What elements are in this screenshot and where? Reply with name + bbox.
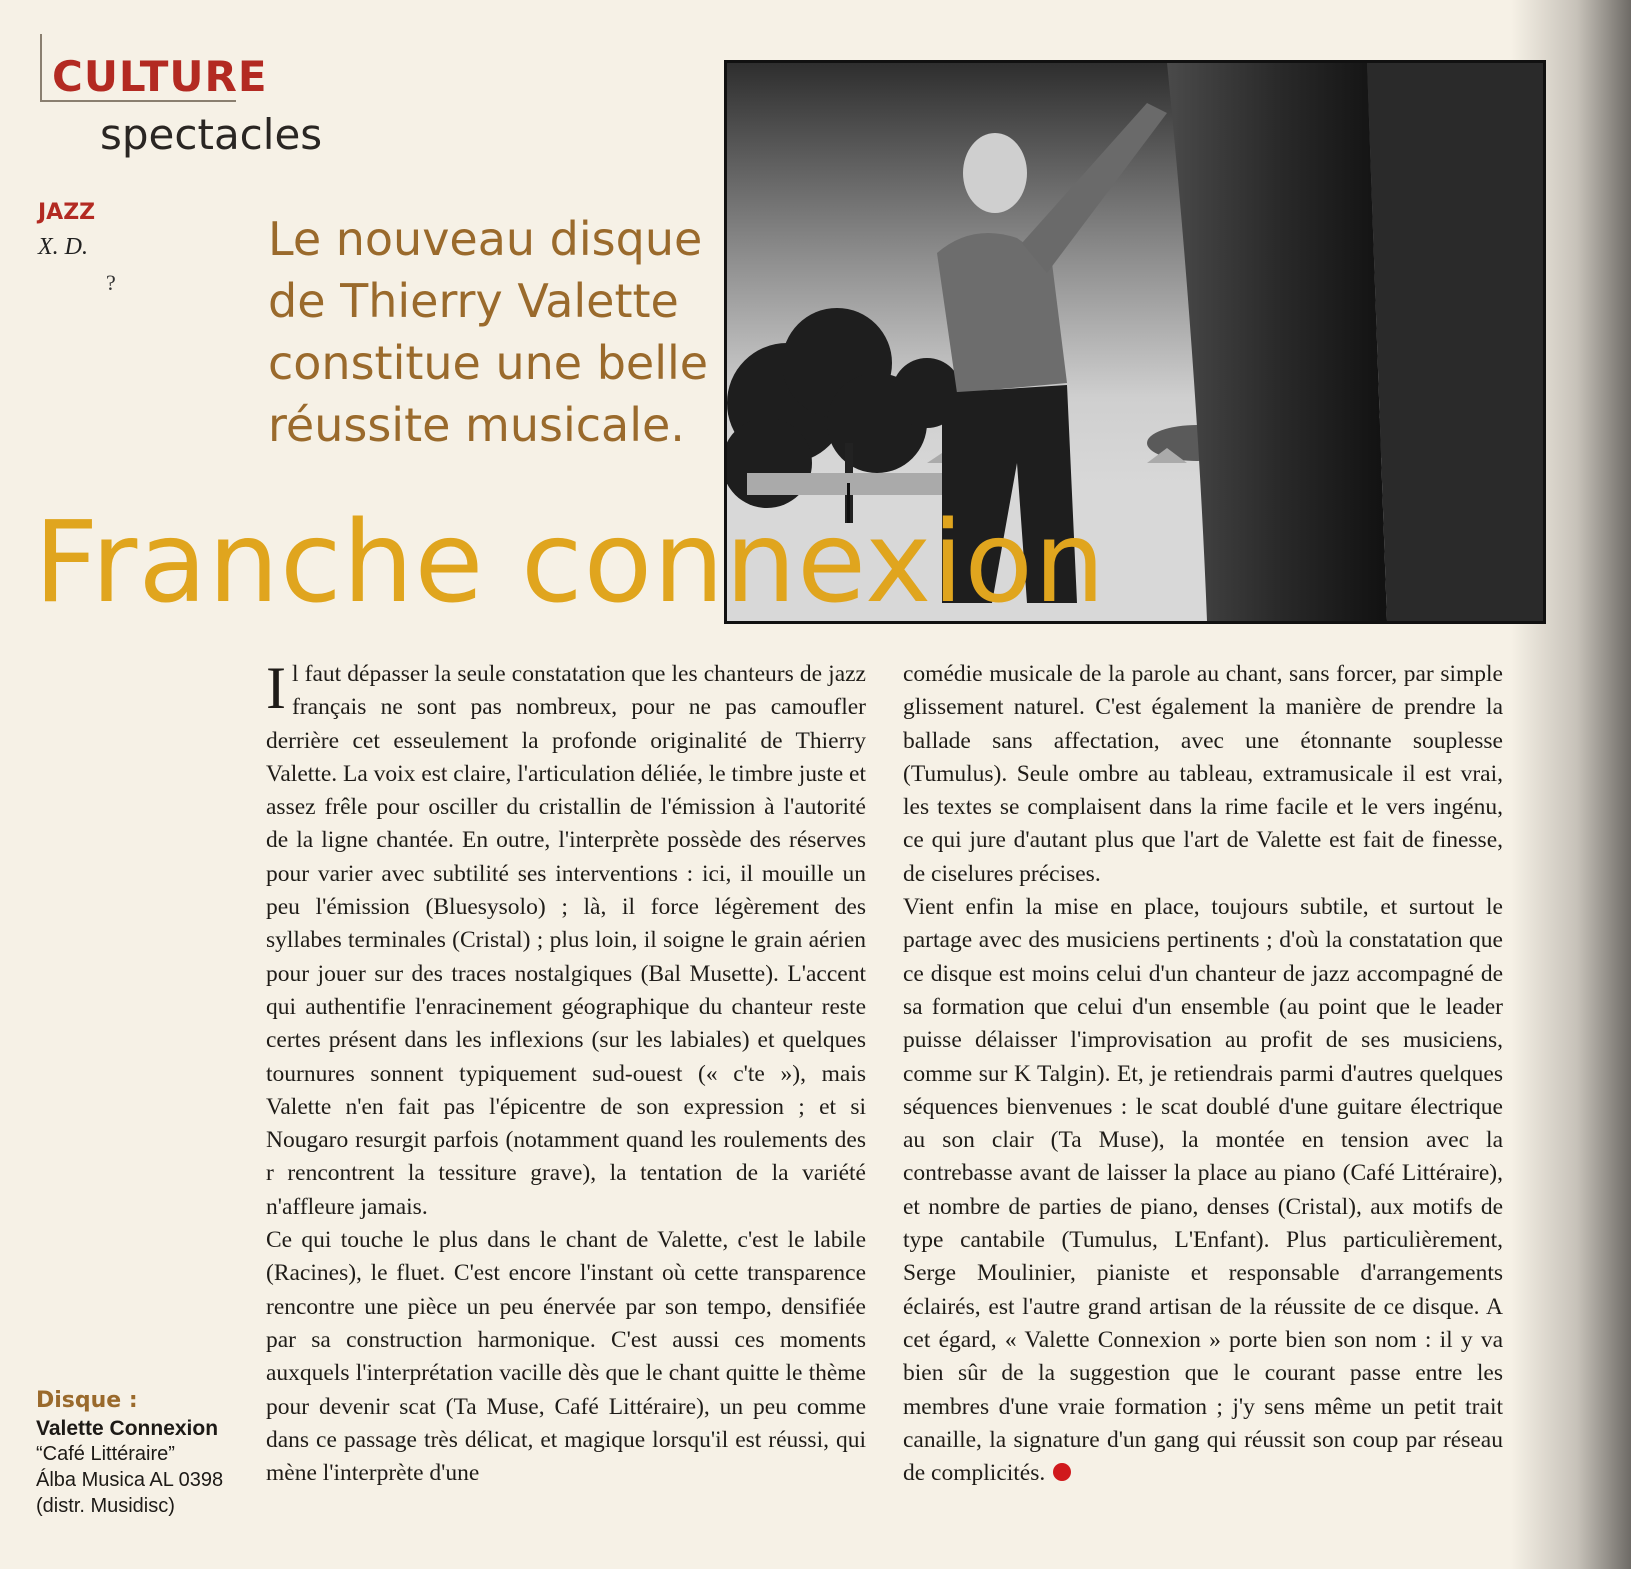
article-column-right — [903, 658, 1503, 1490]
paragraph-text: Vient enfin la mise en place, toujours subtile, et surtout le partage avec des musiciens pertinents ; d'où la constatation que ce disque est moins celui d'un chanteur de jazz accompagné de sa formation que celui d'un ensemble (au point que le leader puisse délaisser l'improvisation au profit de ses musiciens, comme sur K Talgin). Et, je retiendrais parmi d'autres quelques séquences bienvenues : le scat doublé d'une guitare électrique au son clair (Ta Muse), la montée en tension avec la contrebasse avant de laisser la place au piano (Café Littéraire), et nombre de parties de piano, denses (Cristal), aux motifs de type cantabile (Tumulus, L'Enfant). Plus particulièrement, Serge Moulinier, pianiste et responsable d'arrangements éclairés, est l'autre grand artisan de la réussite de ce disque. A cet égard, « Valette Connexion » porte bien son nom : il y va bien sûr de la suggestion que le courant passe entre les membres d'une vraie formation ; j'y sens même un petit trait canaille, la signature d'un gang qui réussit son coup par réseau de complicités. — [903, 894, 1503, 1487]
record-catalog: Álba Musica AL 0398 — [36, 1469, 224, 1491]
deck-line: de Thierry Valette — [268, 274, 679, 328]
article-paragraph: Ce qui touche le plus dans le chant de Valette, c'est le labile (Racines), le fluet. C'est encore l'instant où cette transparence rencontre une pièce un peu énervée par son tempo, densifiée par sa construction harmonique. C'est aussi ces moments auxquels l'interprétation vacille dès que le chant quitte le thème pour devenir scat (Ta Muse, Café Littéraire), un peu comme dans ce passage très délicat, et magique lorsqu'il est réussi, qui mène l'interprète d'une — [266, 1227, 866, 1487]
record-info-box — [36, 1388, 223, 1519]
rubric-label: JAZZ — [38, 200, 96, 225]
record-label: Disque : — [36, 1388, 138, 1413]
end-of-article-dot — [1053, 1463, 1071, 1481]
article-paragraph: comédie musicale de la parole au chant, sans forcer, par simple glissement naturel. C'est également la manière de prendre la ballade sans affectation, avec une étonnante souplesse (Tumulus). Seule ombre au tableau, extramusicale il est vrai, les textes se complaisent dans la rime facile et le vers ingénu, ce qui jure d'autant plus que l'art de Valette est fait de finesse, de ciselures précises. — [903, 661, 1503, 887]
paragraph-text: l faut dépasser la seule constatation que les chanteurs de jazz français ne sont pas nombreux, pour ne pas camoufler derrière cet esseulement la profonde originalité de Thierry Valette. La voix est claire, l'articulation déliée, le timbre juste et assez frêle pour osciller du cristallin de l'émission à l'autorité de la ligne chantée. En outre, l'interprète possède des réserves pour varier avec subtilité ses interventions : ici, il mouille un peu l'émission (Bluesysolo) ; là, il force légèrement des syllabes terminales (Cristal) ; plus loin, il soigne le grain aérien pour jouer sur des traces nostalgiques (Bal Musette). L'accent qui authentifie l'enracinement géographique du chanteur reste certes présent dans les inflexions (sur les labiales) et quelques tournures sonnent typiquement sud-ouest (« c'te »), mais Valette n'en fait pas l'épicentre de son expression ; et si Nougaro resurgit parfois (notamment quand les roulements des r rencontrent la tessiture grave), la tentation de la variété n'affleure jamais. — [266, 661, 866, 1220]
author-initials: X. D. — [38, 234, 88, 260]
handwritten-mark: ? — [106, 270, 116, 295]
subsection-title: spectacles — [100, 110, 323, 159]
article-column-left — [266, 655, 866, 1490]
article-headline: Franche connexion — [34, 498, 1106, 628]
record-title: Valette Connexion — [36, 1417, 219, 1440]
section-title: CULTURE — [52, 52, 268, 101]
article-paragraph — [903, 891, 1503, 1490]
drop-cap: I — [266, 655, 286, 721]
deck-standfirst — [268, 208, 713, 456]
record-distribution: (distr. Musidisc) — [36, 1495, 175, 1517]
deck-line: Le nouveau disque — [268, 212, 703, 266]
deck-line: constitue une belle — [268, 336, 709, 390]
record-track: “Café Littéraire” — [36, 1443, 175, 1465]
deck-line: réussite musicale. — [268, 398, 685, 452]
header-rule-vertical — [40, 34, 42, 102]
article-paragraph — [266, 655, 866, 1224]
